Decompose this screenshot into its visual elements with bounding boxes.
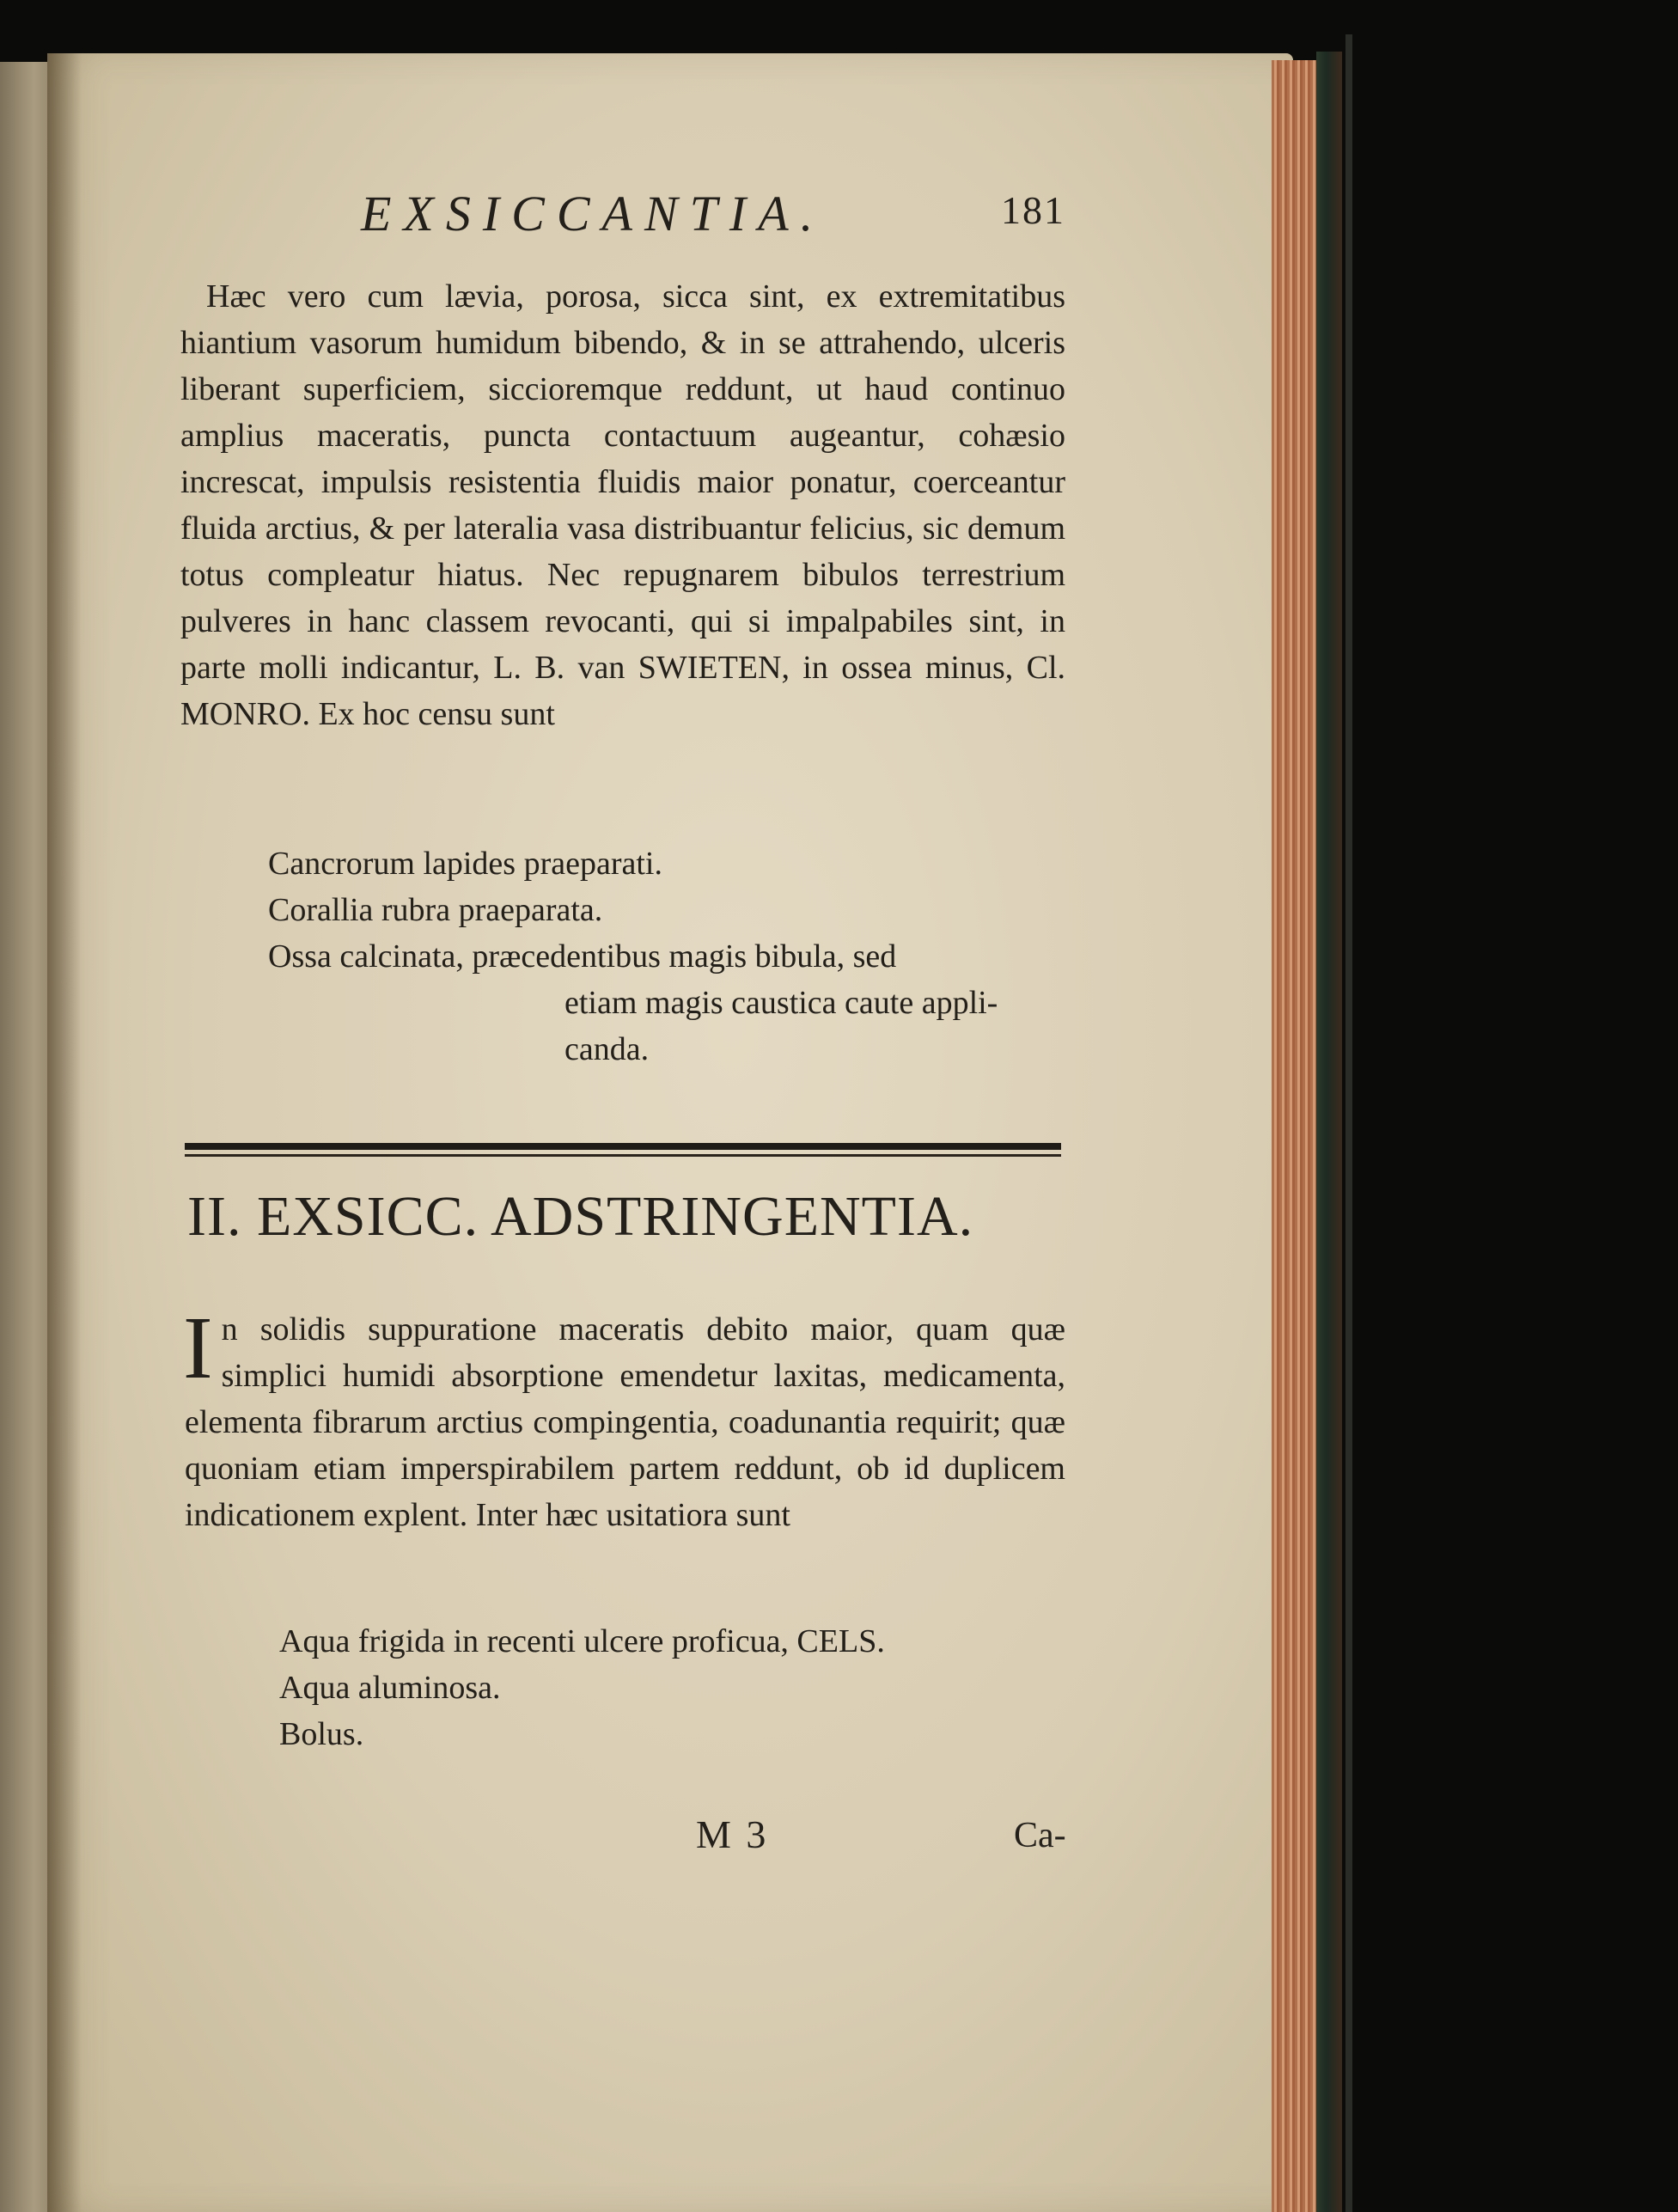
list-item: Aqua aluminosa. <box>279 1670 501 1706</box>
remedy-list-2 <box>279 1618 885 1757</box>
page-gutter-shadow <box>47 53 82 2212</box>
section-heading: II. EXSICC. ADSTRINGENTIA. <box>187 1185 974 1248</box>
catchword: Ca- <box>1014 1816 1066 1855</box>
body-paragraph-1: Hæc vero cum lævia, porosa, sicca sint, ex extremitatibus hiantium vasorum humidum bibendo, & in se attrahendo, ulceris liberant superficiem, siccioremque reddunt, ut haud continuo amplius maceratis, puncta contactuum augeantur, cohæsio increscat, impulsis resistentia fluidis maior ponatur, coerceantur fluida arctius, & per lateralia vasa distribuantur felicius, sic demum totus compleatur hiatus. Nec repugnarem bibulos terrestrium pulveres in hanc classem revocanti, qui si impalpabiles sint, in parte molli indicantur, L. B. van SWIETEN, in ossea minus, Cl. MONRO. Ex hoc censu sunt <box>180 278 1065 732</box>
list-item: Cancrorum lapides praeparati. <box>268 846 662 882</box>
binding-spine <box>1345 34 1352 2212</box>
remedy-list-1 <box>268 840 998 1072</box>
running-title: EXSICCANTIA. <box>361 186 826 241</box>
body-paragraph-2 <box>183 1298 1065 1538</box>
section-divider-thin <box>185 1154 1061 1157</box>
list-item-continuation: canda. <box>564 1031 650 1067</box>
book-cover-edge <box>1316 52 1342 2212</box>
list-item: Corallia rubra praeparata. <box>268 892 603 928</box>
list-item: Ossa calcinata, præcedentibus magis bibula, sed <box>268 938 897 975</box>
list-item: Aqua frigida in recenti ulcere proficua, CELS. <box>279 1623 885 1659</box>
page-fore-edge <box>1272 60 1316 2212</box>
list-item-continuation: etiam magis caustica caute appli- <box>564 985 998 1021</box>
drop-cap: I <box>183 1298 213 1397</box>
list-item: Bolus. <box>279 1716 364 1752</box>
signature-mark: M 3 <box>696 1812 769 1856</box>
section-divider <box>185 1143 1061 1150</box>
paragraph-text: n solidis suppuratione maceratis debito maior, quam quæ simplici humidi absorptione emendetur laxitas, medicamenta, elementa fibrarum arctius compingentia, coadunantia requirit; quæ quoniam etiam imperspirabilem partem reddunt, ob id duplicem indicationem explent. Inter hæc usitatiora sunt <box>185 1311 1065 1533</box>
page-number: 181 <box>1001 188 1065 232</box>
